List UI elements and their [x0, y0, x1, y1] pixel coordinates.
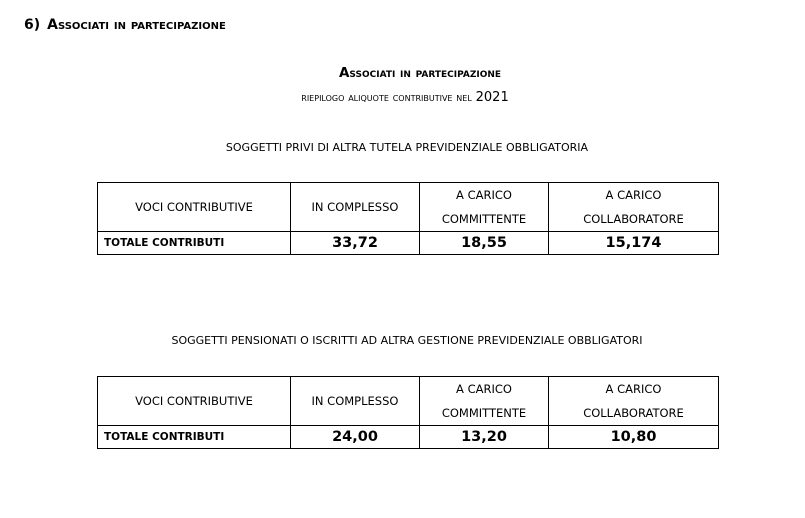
header-collaboratore — [549, 183, 719, 232]
row-label: TOTALE CONTRIBUTI — [98, 232, 291, 255]
cell-complesso: 24,00 — [291, 426, 420, 449]
cell-committente: 13,20 — [420, 426, 549, 449]
section-heading — [24, 17, 226, 33]
header-complesso: IN COMPLESSO — [291, 377, 420, 426]
section-title: Associati in partecipazione — [47, 17, 226, 33]
header-voci: VOCI CONTRIBUTIVE — [98, 377, 291, 426]
table-caption-no-other-coverage: SOGGETTI PRIVI DI ALTRA TUTELA PREVIDENZIALE OBBLIGATORIA — [225, 141, 589, 154]
header-committente — [420, 377, 549, 426]
header-committente — [420, 183, 549, 232]
table-row — [98, 232, 719, 255]
table-header-row — [98, 377, 719, 426]
cell-collaboratore: 15,174 — [549, 232, 719, 255]
contribution-table-no-other-coverage — [97, 182, 719, 255]
contribution-table-pensioners — [97, 376, 719, 449]
table-caption-pensioners: SOGGETTI PENSIONATI O ISCRITTI AD ALTRA GESTIONE PREVIDENZIALE OBBLIGATORI — [171, 334, 643, 347]
header-voci: VOCI CONTRIBUTIVE — [98, 183, 291, 232]
header-collaboratore-line2: COLLABORATORE — [583, 212, 684, 226]
header-collaboratore-line2: COLLABORATORE — [583, 406, 684, 420]
header-complesso: IN COMPLESSO — [291, 183, 420, 232]
row-label: TOTALE CONTRIBUTI — [98, 426, 291, 449]
header-collaboratore — [549, 377, 719, 426]
cell-collaboratore: 10,80 — [549, 426, 719, 449]
document-subtitle — [0, 90, 805, 105]
cell-complesso: 33,72 — [291, 232, 420, 255]
section-number: 6) — [24, 17, 41, 33]
subtitle-year: 2021 — [475, 90, 509, 105]
header-committente-line1: A CARICO — [456, 382, 512, 396]
table-row — [98, 426, 719, 449]
header-collaboratore-line1: A CARICO — [605, 188, 662, 202]
header-committente-line2: COMMITTENTE — [441, 406, 527, 420]
cell-committente: 18,55 — [420, 232, 549, 255]
header-collaboratore-line1: A CARICO — [605, 382, 662, 396]
subtitle-text: riepilogo aliquote contributive nel — [301, 90, 472, 104]
table-header-row — [98, 183, 719, 232]
header-committente-line1: A CARICO — [456, 188, 512, 202]
document-title: Associati in partecipazione — [338, 65, 502, 81]
header-committente-line2: COMMITTENTE — [441, 212, 527, 226]
